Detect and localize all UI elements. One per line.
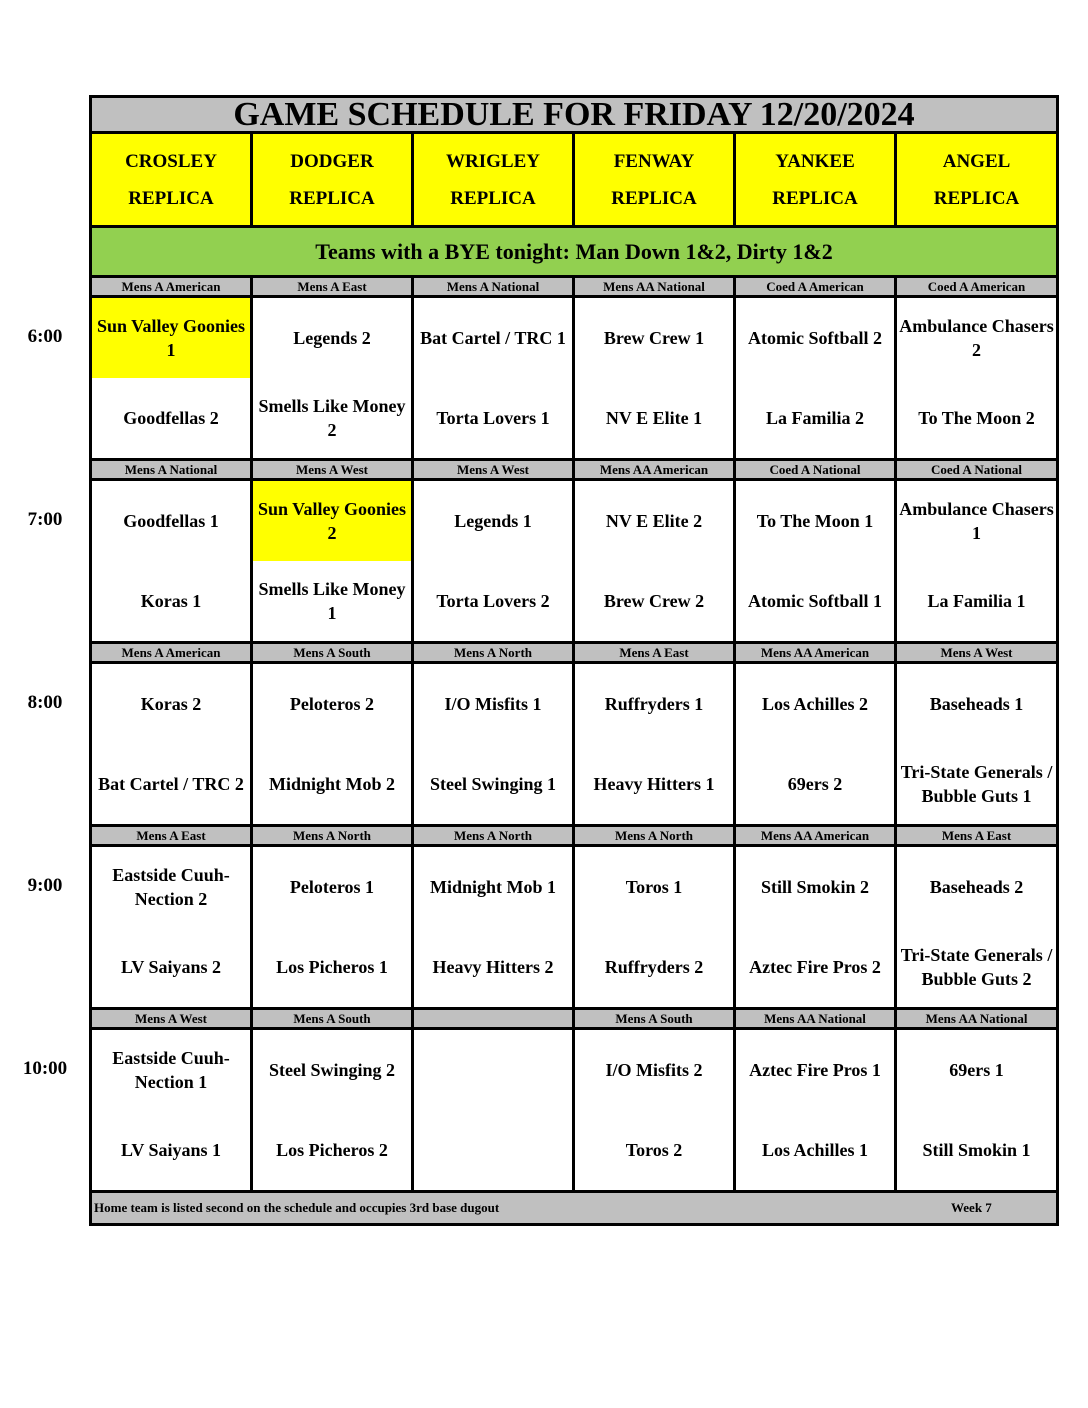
home-team-cell: Torta Lovers 2 bbox=[413, 561, 574, 643]
field-name: ANGEL bbox=[942, 150, 1011, 172]
home-team-cell: Bat Cartel / TRC 2 bbox=[91, 744, 252, 826]
home-team-cell: 69ers 2 bbox=[735, 744, 896, 826]
home-team-cell: Atomic Softball 1 bbox=[735, 561, 896, 643]
footer-note: Home team is listed second on the schedule and occupies 3rd base dugout bbox=[94, 1200, 500, 1215]
time-label: 9:00 bbox=[27, 875, 63, 897]
division-label: Mens AA National bbox=[735, 1009, 896, 1029]
home-team-cell: Tri-State Generals / Bubble Guts 2 bbox=[896, 927, 1058, 1009]
division-label: Mens A North bbox=[413, 643, 574, 663]
division-row bbox=[91, 643, 1058, 663]
away-team-cell: Brew Crew 1 bbox=[574, 297, 735, 379]
game-row-away bbox=[91, 663, 1058, 745]
away-team-cell: Still Smokin 2 bbox=[735, 846, 896, 928]
week-label: Week 7 bbox=[951, 1200, 992, 1215]
away-team-cell: Ambulance Chasers 1 bbox=[896, 480, 1058, 562]
home-team-cell: Smells Like Money 1 bbox=[252, 561, 413, 643]
home-team-cell: LV Saiyans 1 bbox=[91, 1110, 252, 1192]
away-team-cell bbox=[413, 1029, 574, 1111]
game-row-home bbox=[91, 1110, 1058, 1192]
game-row-away bbox=[91, 846, 1058, 928]
field-subtitle: REPLICA bbox=[450, 187, 536, 209]
field-name: WRIGLEY bbox=[446, 150, 540, 172]
division-label: Mens A East bbox=[252, 277, 413, 297]
division-label: Mens A South bbox=[574, 1009, 735, 1029]
field-header-yankee bbox=[735, 133, 896, 227]
away-team-cell: I/O Misfits 2 bbox=[574, 1029, 735, 1111]
footer bbox=[91, 1192, 1058, 1225]
schedule-table bbox=[89, 95, 1059, 1226]
field-name: CROSLEY bbox=[125, 150, 217, 172]
home-team-cell: Smells Like Money 2 bbox=[252, 378, 413, 460]
division-label: Mens A South bbox=[252, 1009, 413, 1029]
away-team-cell: Goodfellas 1 bbox=[91, 480, 252, 562]
field-subtitle: REPLICA bbox=[128, 187, 214, 209]
division-label: Coed A National bbox=[896, 460, 1058, 480]
field-header-wrigley bbox=[413, 133, 574, 227]
division-label: Mens A East bbox=[91, 826, 252, 846]
away-team-cell: Peloteros 2 bbox=[252, 663, 413, 745]
home-team-cell: Los Picheros 2 bbox=[252, 1110, 413, 1192]
home-team-cell: Midnight Mob 2 bbox=[252, 744, 413, 826]
field-header-fenway bbox=[574, 133, 735, 227]
away-team-cell: Sun Valley Goonies 1 bbox=[91, 297, 252, 379]
field-subtitle: REPLICA bbox=[933, 187, 1020, 209]
away-team-cell: Midnight Mob 1 bbox=[413, 846, 574, 928]
division-row bbox=[91, 1009, 1058, 1029]
away-team-cell: Legends 2 bbox=[252, 297, 413, 379]
division-row bbox=[91, 826, 1058, 846]
field-subtitle: REPLICA bbox=[772, 187, 858, 209]
away-team-cell: Bat Cartel / TRC 1 bbox=[413, 297, 574, 379]
division-label: Mens A East bbox=[896, 826, 1058, 846]
time-label: 10:00 bbox=[22, 1058, 68, 1080]
field-header-angel bbox=[896, 133, 1058, 227]
division-label: Mens A National bbox=[91, 460, 252, 480]
home-team-cell: Tri-State Generals / Bubble Guts 1 bbox=[896, 744, 1058, 826]
division-row bbox=[91, 460, 1058, 480]
division-label: Mens A West bbox=[252, 460, 413, 480]
home-team-cell: NV E Elite 1 bbox=[574, 378, 735, 460]
division-label: Mens A West bbox=[91, 1009, 252, 1029]
home-team-cell: To The Moon 2 bbox=[896, 378, 1058, 460]
time-label: 8:00 bbox=[27, 692, 63, 714]
away-team-cell: Koras 2 bbox=[91, 663, 252, 745]
division-label: Coed A National bbox=[735, 460, 896, 480]
away-team-cell: Sun Valley Goonies 2 bbox=[252, 480, 413, 562]
home-team-cell: La Familia 2 bbox=[735, 378, 896, 460]
field-header-crosley bbox=[91, 133, 252, 227]
division-label: Coed A American bbox=[735, 277, 896, 297]
away-team-cell: I/O Misfits 1 bbox=[413, 663, 574, 745]
away-team-cell: Eastside Cuuh-Nection 2 bbox=[91, 846, 252, 928]
division-row bbox=[91, 277, 1058, 297]
division-label: Mens A West bbox=[896, 643, 1058, 663]
time-label: 7:00 bbox=[27, 509, 63, 531]
division-label: Mens A North bbox=[413, 826, 574, 846]
away-team-cell: Ambulance Chasers 2 bbox=[896, 297, 1058, 379]
field-subtitle: REPLICA bbox=[289, 187, 375, 209]
division-label bbox=[413, 1009, 574, 1029]
away-team-cell: Eastside Cuuh-Nection 1 bbox=[91, 1029, 252, 1111]
game-row-away bbox=[91, 480, 1058, 562]
division-label: Mens A North bbox=[252, 826, 413, 846]
away-team-cell: Los Achilles 2 bbox=[735, 663, 896, 745]
bye-notice: Teams with a BYE tonight: Man Down 1&2, Dirty 1&2 bbox=[91, 227, 1058, 277]
field-name: FENWAY bbox=[613, 150, 695, 172]
field-subtitle: REPLICA bbox=[611, 187, 697, 209]
home-team-cell: Brew Crew 2 bbox=[574, 561, 735, 643]
division-label: Mens A American bbox=[91, 643, 252, 663]
away-team-cell: Baseheads 2 bbox=[896, 846, 1058, 928]
home-team-cell: Heavy Hitters 2 bbox=[413, 927, 574, 1009]
home-team-cell bbox=[413, 1110, 574, 1192]
away-team-cell: Aztec Fire Pros 1 bbox=[735, 1029, 896, 1111]
home-team-cell: LV Saiyans 2 bbox=[91, 927, 252, 1009]
field-name: YANKEE bbox=[775, 150, 855, 172]
field-name: DODGER bbox=[290, 150, 374, 172]
game-row-away bbox=[91, 297, 1058, 379]
away-team-cell: NV E Elite 2 bbox=[574, 480, 735, 562]
home-team-cell: Toros 2 bbox=[574, 1110, 735, 1192]
game-row-home bbox=[91, 378, 1058, 460]
game-row-away bbox=[91, 1029, 1058, 1111]
away-team-cell: Peloteros 1 bbox=[252, 846, 413, 928]
away-team-cell: Toros 1 bbox=[574, 846, 735, 928]
time-label: 6:00 bbox=[27, 326, 63, 348]
field-header-dodger bbox=[252, 133, 413, 227]
division-label: Mens AA American bbox=[574, 460, 735, 480]
division-label: Mens A National bbox=[413, 277, 574, 297]
away-team-cell: Baseheads 1 bbox=[896, 663, 1058, 745]
game-row-home bbox=[91, 561, 1058, 643]
away-team-cell: Ruffryders 1 bbox=[574, 663, 735, 745]
division-label: Coed A American bbox=[896, 277, 1058, 297]
away-team-cell: 69ers 1 bbox=[896, 1029, 1058, 1111]
schedule-title: GAME SCHEDULE FOR FRIDAY 12/20/2024 bbox=[91, 97, 1058, 133]
home-team-cell: Torta Lovers 1 bbox=[413, 378, 574, 460]
home-team-cell: Steel Swinging 1 bbox=[413, 744, 574, 826]
away-team-cell: Atomic Softball 2 bbox=[735, 297, 896, 379]
home-team-cell: La Familia 1 bbox=[896, 561, 1058, 643]
division-label: Mens A American bbox=[91, 277, 252, 297]
game-row-home bbox=[91, 927, 1058, 1009]
division-label: Mens AA American bbox=[735, 643, 896, 663]
home-team-cell: Aztec Fire Pros 2 bbox=[735, 927, 896, 1009]
home-team-cell: Heavy Hitters 1 bbox=[574, 744, 735, 826]
division-label: Mens AA American bbox=[735, 826, 896, 846]
division-label: Mens AA National bbox=[574, 277, 735, 297]
home-team-cell: Goodfellas 2 bbox=[91, 378, 252, 460]
division-label: Mens A West bbox=[413, 460, 574, 480]
home-team-cell: Ruffryders 2 bbox=[574, 927, 735, 1009]
division-label: Mens A East bbox=[574, 643, 735, 663]
division-label: Mens A South bbox=[252, 643, 413, 663]
home-team-cell: Los Picheros 1 bbox=[252, 927, 413, 1009]
home-team-cell: Still Smokin 1 bbox=[896, 1110, 1058, 1192]
game-row-home bbox=[91, 744, 1058, 826]
division-label: Mens A North bbox=[574, 826, 735, 846]
division-label: Mens AA National bbox=[896, 1009, 1058, 1029]
away-team-cell: Steel Swinging 2 bbox=[252, 1029, 413, 1111]
home-team-cell: Los Achilles 1 bbox=[735, 1110, 896, 1192]
away-team-cell: Legends 1 bbox=[413, 480, 574, 562]
home-team-cell: Koras 1 bbox=[91, 561, 252, 643]
away-team-cell: To The Moon 1 bbox=[735, 480, 896, 562]
